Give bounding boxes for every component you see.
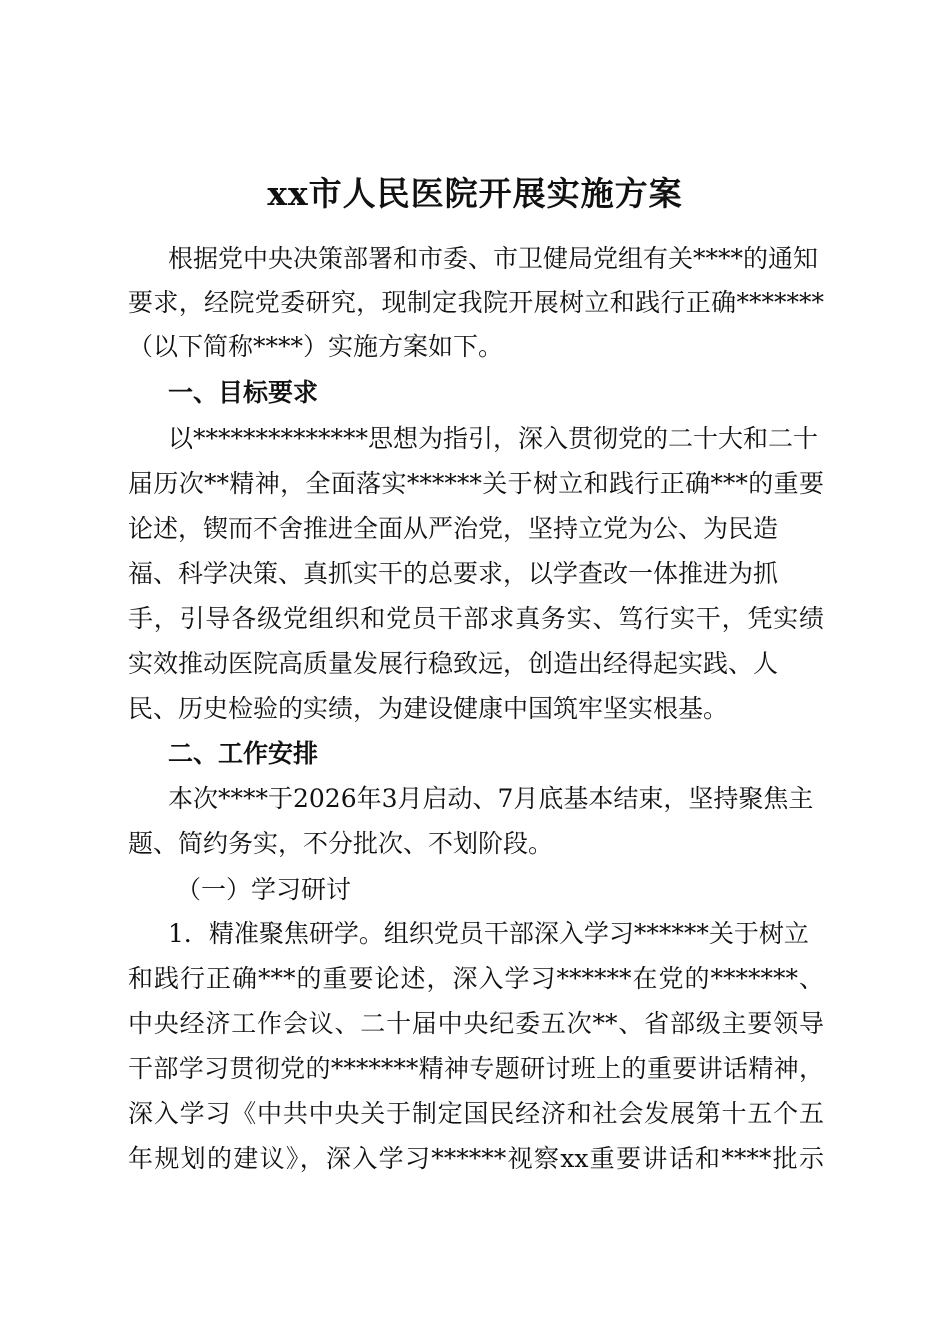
paragraph-line: 本次****于2026年3月启动、7月底基本结束，坚持聚焦主 <box>168 784 814 813</box>
paragraph-line: （以下简称****）实施方案如下。 <box>128 332 504 361</box>
paragraph-line: 实效推动医院高质量发展行稳致远，创造出经得起实践、人 <box>128 649 779 678</box>
paragraph-line: 届历次**精神，全面落实******关于树立和践行正确***的重要 <box>128 469 824 498</box>
paragraph-line: 福、科学决策、真抓实干的总要求，以学查改一体推进为抓 <box>128 559 779 588</box>
paragraph-line: 题、简约务实，不分批次、不划阶段。 <box>128 829 554 858</box>
subsection-heading: （一）学习研讨 <box>176 875 352 904</box>
paragraph-line: 手，引导各级党组织和党员干部求真务实、笃行实干，凭实绩 <box>128 604 824 633</box>
paragraph-line: 中央经济工作会议、二十届中央纪委五次**、省部级主要领导 <box>128 1009 824 1038</box>
paragraph-line: 以**************思想为指引，深入贯彻党的二十大和二十 <box>168 424 819 453</box>
section-heading: 一、目标要求 <box>168 378 319 407</box>
paragraph-line: 年规划的建议》，深入学习******视察xx重要讲话和****批示 <box>128 1144 824 1173</box>
paragraph-line: 和践行正确***的重要论述，深入学习******在党的*******、 <box>128 964 824 993</box>
paragraph-line: 要求，经院党委研究，现制定我院开展树立和践行正确******* <box>128 288 824 317</box>
paragraph-line: 深入学习《中共中央关于制定国民经济和社会发展第十五个五 <box>128 1099 824 1128</box>
paragraph-line: 1．精准聚焦研学。组织党员干部深入学习******关于树立 <box>168 919 809 948</box>
document-title: xx市人民医院开展实施方案 <box>267 174 683 213</box>
paragraph-line: 论述，锲而不舍推进全面从严治党，坚持立党为公、为民造 <box>128 514 779 543</box>
section-heading: 二、工作安排 <box>168 739 319 768</box>
paragraph-line: 根据党中央决策部署和市委、市卫健局党组有关****的通知 <box>168 244 819 273</box>
paragraph-line: 干部学习贯彻党的*******精神专题研讨班上的重要讲话精神， <box>128 1054 824 1083</box>
paragraph-line: 民、历史检验的实绩，为建设健康中国筑牢坚实根基。 <box>128 694 729 723</box>
